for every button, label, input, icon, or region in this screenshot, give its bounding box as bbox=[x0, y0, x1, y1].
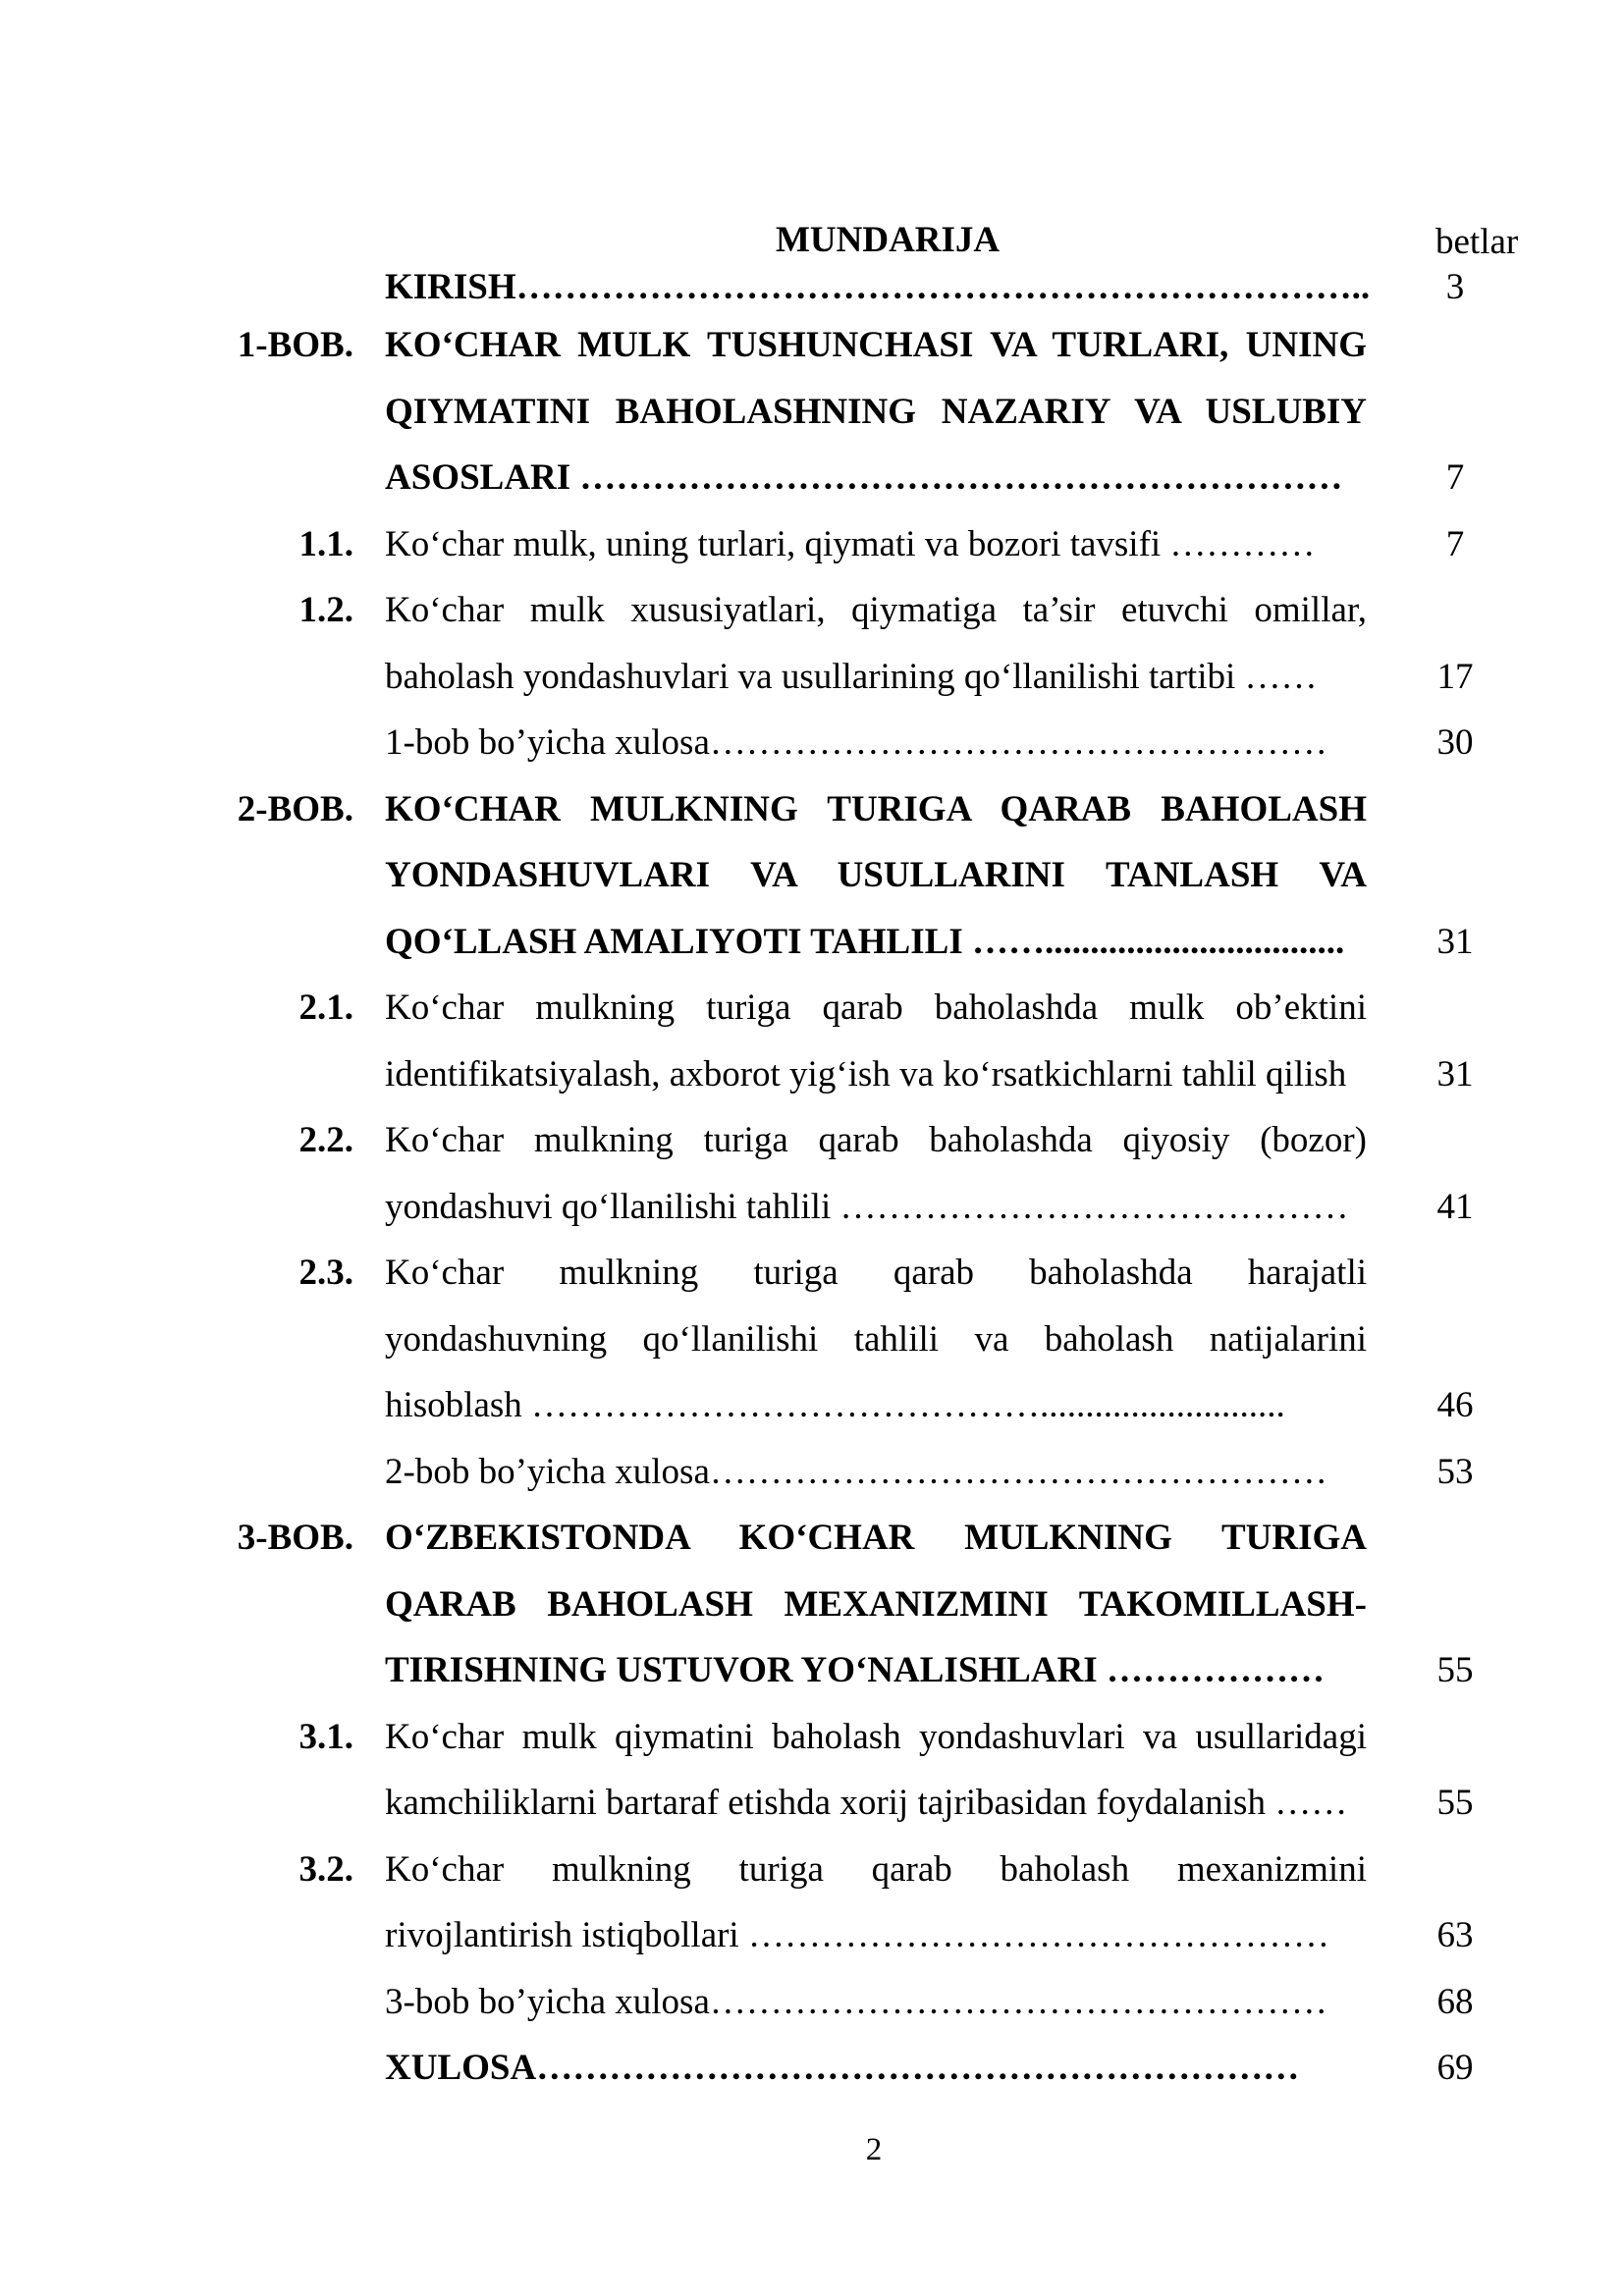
toc-row-text: KO‘CHAR MULK TUSHUNCHASI VA TURLARI, UNING bbox=[385, 325, 1367, 365]
toc-row bbox=[226, 511, 1502, 578]
toc-row bbox=[226, 1837, 1502, 1903]
toc-row-text: yondashuvi qo‘llanilishi tahlili …………………………………… bbox=[385, 1186, 1349, 1227]
toc-row-text: KIRISH…………………………………………………………….. bbox=[385, 267, 1371, 307]
toc-row bbox=[226, 1704, 1502, 1771]
toc-row-text: Ko‘char mulkning turiga qarab baholash mexanizmini bbox=[385, 1848, 1367, 1890]
toc-row-page: 46 bbox=[1436, 1385, 1474, 1425]
toc-row-label: 1.2. bbox=[298, 590, 353, 630]
toc-row-text: baholash yondashuvlari va usullarining qo‘llanilishi tartibi …… bbox=[385, 656, 1318, 697]
toc-row-page: 31 bbox=[1436, 1053, 1474, 1095]
toc-row-page: 7 bbox=[1445, 523, 1465, 564]
toc-row-label: 3.2. bbox=[298, 1848, 353, 1890]
toc-row-page: 31 bbox=[1436, 921, 1474, 962]
toc-row-text: Ko‘char mulkning turiga qarab baholashda mulk ob’ektini bbox=[385, 988, 1367, 1028]
toc-row-text: O‘ZBEKISTONDA KO‘CHAR MULKNING TURIGA bbox=[385, 1518, 1367, 1558]
toc-row-text: YONDASHUVLARI VA USULLARINI TANLASH VA bbox=[385, 855, 1367, 895]
toc-row-page: 63 bbox=[1436, 1915, 1474, 1955]
toc-row-text: identifikatsiyalash, axborot yig‘ish va ko‘rsatkichlarni tahlil qilish bbox=[385, 1053, 1347, 1095]
toc-row-page: 41 bbox=[1436, 1186, 1474, 1227]
toc-row bbox=[226, 1307, 1502, 1373]
toc-row-text: TIRISHNING USTUVOR YO‘NALISHLARI ……………… bbox=[385, 1650, 1325, 1690]
toc-row-page: 7 bbox=[1445, 457, 1465, 498]
toc-row bbox=[226, 2035, 1502, 2102]
toc-row bbox=[226, 1240, 1502, 1307]
toc-row bbox=[226, 1572, 1502, 1638]
toc-row-text: QO‘LLASH AMALIYOTI TAHLILI ……................................. bbox=[385, 921, 1345, 962]
toc-title: MUNDARIJA bbox=[776, 220, 1001, 260]
toc-row bbox=[226, 577, 1502, 644]
toc-row-label: 2-BOB. bbox=[237, 788, 353, 829]
toc-row-text: Ko‘char mulk qiymatini baholash yondashuvlari va usullaridagi bbox=[385, 1716, 1367, 1757]
toc-row-label: 3-BOB. bbox=[237, 1518, 353, 1558]
toc-row-label: 1-BOB. bbox=[237, 325, 353, 365]
toc-row bbox=[226, 1174, 1502, 1241]
pages-column-label: betlar bbox=[1435, 222, 1519, 262]
toc-row-text: rivojlantirish istiqbollari ………………………………………… bbox=[385, 1915, 1329, 1955]
toc-row bbox=[226, 644, 1502, 711]
toc-row bbox=[226, 1439, 1502, 1506]
toc-row bbox=[226, 1637, 1502, 1704]
toc-row-page: 55 bbox=[1436, 1783, 1474, 1823]
toc-row-text: Ko‘char mulkning turiga qarab baholashda harajatli bbox=[385, 1253, 1367, 1293]
toc-row-text: Ko‘char mulk, uning turlari, qiymati va bozori tavsifi ………… bbox=[385, 523, 1316, 564]
toc-row-text: Ko‘char mulkning turiga qarab baholashda qiyosiy (bozor) bbox=[385, 1120, 1367, 1160]
toc-row-label: 2.3. bbox=[298, 1253, 353, 1293]
toc-row-page: 69 bbox=[1436, 2048, 1474, 2088]
toc-row bbox=[226, 842, 1502, 909]
toc-row-text: QARAB BAHOLASH MEXANIZMINI TAKOMILLASH- bbox=[385, 1583, 1367, 1625]
toc-row-text: 3-bob bo’yicha xulosa…………………………………………… bbox=[385, 1981, 1327, 2022]
toc-row-label: 1.1. bbox=[298, 523, 353, 564]
toc-row-text: Ko‘char mulk xususiyatlari, qiymatiga ta’sir etuvchi omillar, bbox=[385, 590, 1367, 630]
toc-row-text: ASOSLARI ……………………………………………………… bbox=[385, 457, 1343, 498]
toc-row-text: hisoblash ……………………………………........................... bbox=[385, 1385, 1285, 1425]
toc-row-page: 30 bbox=[1436, 722, 1474, 763]
toc-row bbox=[226, 1969, 1502, 2036]
toc-row bbox=[226, 445, 1502, 511]
toc-row bbox=[226, 975, 1502, 1041]
toc-row bbox=[226, 1902, 1502, 1969]
toc-row-label: 2.2. bbox=[298, 1120, 353, 1160]
toc-row-text: XULOSA……………………………………………………… bbox=[385, 2048, 1300, 2088]
toc-row bbox=[226, 1505, 1502, 1572]
table-of-contents bbox=[226, 263, 1502, 2102]
toc-row-label: 2.1. bbox=[298, 988, 353, 1028]
toc-row-label: 3.1. bbox=[298, 1716, 353, 1757]
toc-row-text: QIYMATINI BAHOLASHNING NAZARIY VA USLUBIY bbox=[385, 391, 1367, 432]
toc-row-page: 53 bbox=[1436, 1451, 1474, 1492]
toc-row-page: 55 bbox=[1436, 1650, 1474, 1690]
toc-row bbox=[226, 1372, 1502, 1439]
toc-row bbox=[226, 776, 1502, 843]
toc-row bbox=[226, 1041, 1502, 1108]
toc-row bbox=[226, 312, 1502, 379]
toc-row bbox=[226, 710, 1502, 776]
toc-row-page: 68 bbox=[1436, 1981, 1474, 2022]
toc-row-page: 3 bbox=[1445, 267, 1465, 307]
toc-row-page: 17 bbox=[1436, 656, 1474, 697]
toc-row-text: 1-bob bo’yicha xulosa…………………………………………… bbox=[385, 722, 1327, 763]
toc-row-text: kamchiliklarni bartaraf etishda xorij tajribasidan foydalanish …… bbox=[385, 1783, 1348, 1823]
toc-row bbox=[226, 379, 1502, 446]
toc-row bbox=[226, 1107, 1502, 1174]
toc-row-text: 2-bob bo’yicha xulosa…………………………………………… bbox=[385, 1451, 1327, 1492]
toc-row-text: KO‘CHAR MULKNING TURIGA QARAB BAHOLASH bbox=[385, 788, 1367, 829]
toc-row bbox=[226, 263, 1502, 312]
toc-row-text: yondashuvning qo‘llanilishi tahlili va baholash natijalarini bbox=[385, 1318, 1367, 1360]
page-number: 2 bbox=[865, 2132, 883, 2167]
toc-row bbox=[226, 1770, 1502, 1837]
toc-row bbox=[226, 909, 1502, 976]
